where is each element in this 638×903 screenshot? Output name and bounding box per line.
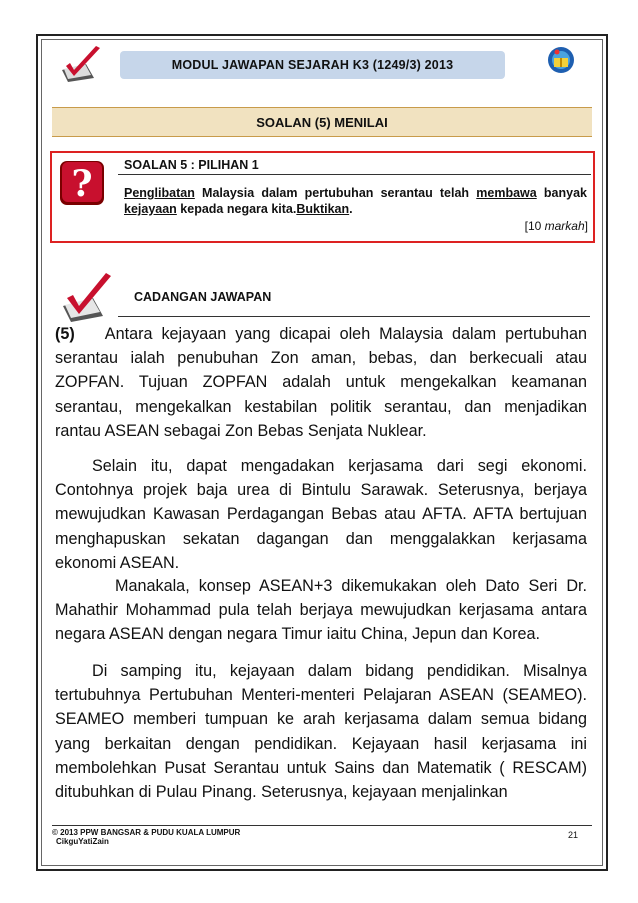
page-number: 21: [568, 830, 579, 840]
question-word-buktikan: Buktikan: [296, 202, 350, 216]
question-text-part: kepada negara kita.: [176, 202, 297, 216]
answer-divider: [118, 316, 590, 317]
marks-close: ]: [584, 219, 588, 233]
module-title: MODUL JAWAPAN SEJARAH K3 (1249/3) 2013: [171, 58, 454, 72]
answer-number: (5): [55, 325, 75, 343]
question-word-penglibatan: Penglibatan: [124, 186, 195, 200]
answer-title: CADANGAN JAWAPAN: [134, 290, 272, 304]
footer-divider: [52, 825, 592, 826]
footer-copyright-line: © 2013 PPW BANGSAR & PUDU KUALA LUMPUR: [52, 828, 241, 837]
question-title: SOALAN 5 : PILIHAN 1: [124, 158, 259, 172]
footer-copyright: [52, 828, 240, 846]
footer-author: CikguYatiZain: [56, 837, 109, 846]
question-marks: [525, 219, 588, 233]
marks-open: [10: [524, 219, 545, 233]
section-title-bar: [52, 107, 592, 137]
answer-paragraph-1-text: Antara kejayaan yang dicapai oleh Malaysia dalam pertubuhan serantau ialah penubuhan Zon aman, bebas, dan berkecuali atau ZOPFAN. Tujuan ZOPFAN adalah untuk mengekalkan keamanan serantau, mengekalkan kestabilan politik serantau, dan menjadikan rantau ASEAN sebagai Zon Bebas Senjata Nuklear.: [55, 325, 587, 440]
question-text-part: banyak: [536, 186, 587, 200]
marks-word: markah: [544, 219, 585, 233]
question-divider: [118, 174, 591, 175]
question-text-part: .: [349, 202, 353, 216]
answer-paragraph-1: [55, 322, 587, 443]
checkmark-icon: [57, 270, 115, 324]
question-text-part: Malaysia dalam pertubuhan serantau telah: [194, 186, 477, 200]
answer-paragraph-3: Manakala, konsep ASEAN+3 dikemukakan oleh Dato Seri Dr. Mahathir Mohammad pula telah berjaya mewujudkan kerjasama antara negara ASEAN dengan negara Timur iaitu China, Jepun dan Korea.: [55, 577, 587, 644]
question-mark-icon: [57, 158, 107, 208]
section-title: SOALAN (5) MENILAI: [256, 114, 388, 130]
question-word-membawa: membawa: [476, 186, 537, 200]
checkmark-logo-icon: [56, 44, 104, 84]
svg-text:?: ?: [71, 163, 93, 205]
answer-paragraph-2: Selain itu, dapat mengadakan kerjasama dari segi ekonomi. Contohnya projek baja urea di Bintulu Sarawak. Seterusnya, berjaya mewujudkan Kawasan Perdagangan Bebas atau AFTA. AFTA bertujuan menghapuskan sekatan dagangan dan menggalakkan kerjasama ekonomi ASEAN.: [55, 457, 587, 572]
question-word-kejayaan: kejayaan: [124, 202, 177, 216]
question-text: [124, 185, 587, 217]
module-header: [120, 51, 505, 79]
answer-paragraph-4: Di samping itu, kejayaan dalam bidang pendidikan. Misalnya tertubuhnya Pertubuhan Menteri-menteri Pelajaran ASEAN (SEAMEO). SEAMEO memberi tumpuan ke arah kerjasama dalam semua bidang yang berkaitan dengan pendidikan. Kejayaan hasil kerjasama ini membolehkan Pusat Serantau untuk Sains dan Matematik ( RESCAM) ditubuhkan di Pulau Pinang. Seterusnya, kejayaan menjalinkan: [55, 662, 587, 802]
globe-book-logo-icon: [546, 45, 576, 75]
